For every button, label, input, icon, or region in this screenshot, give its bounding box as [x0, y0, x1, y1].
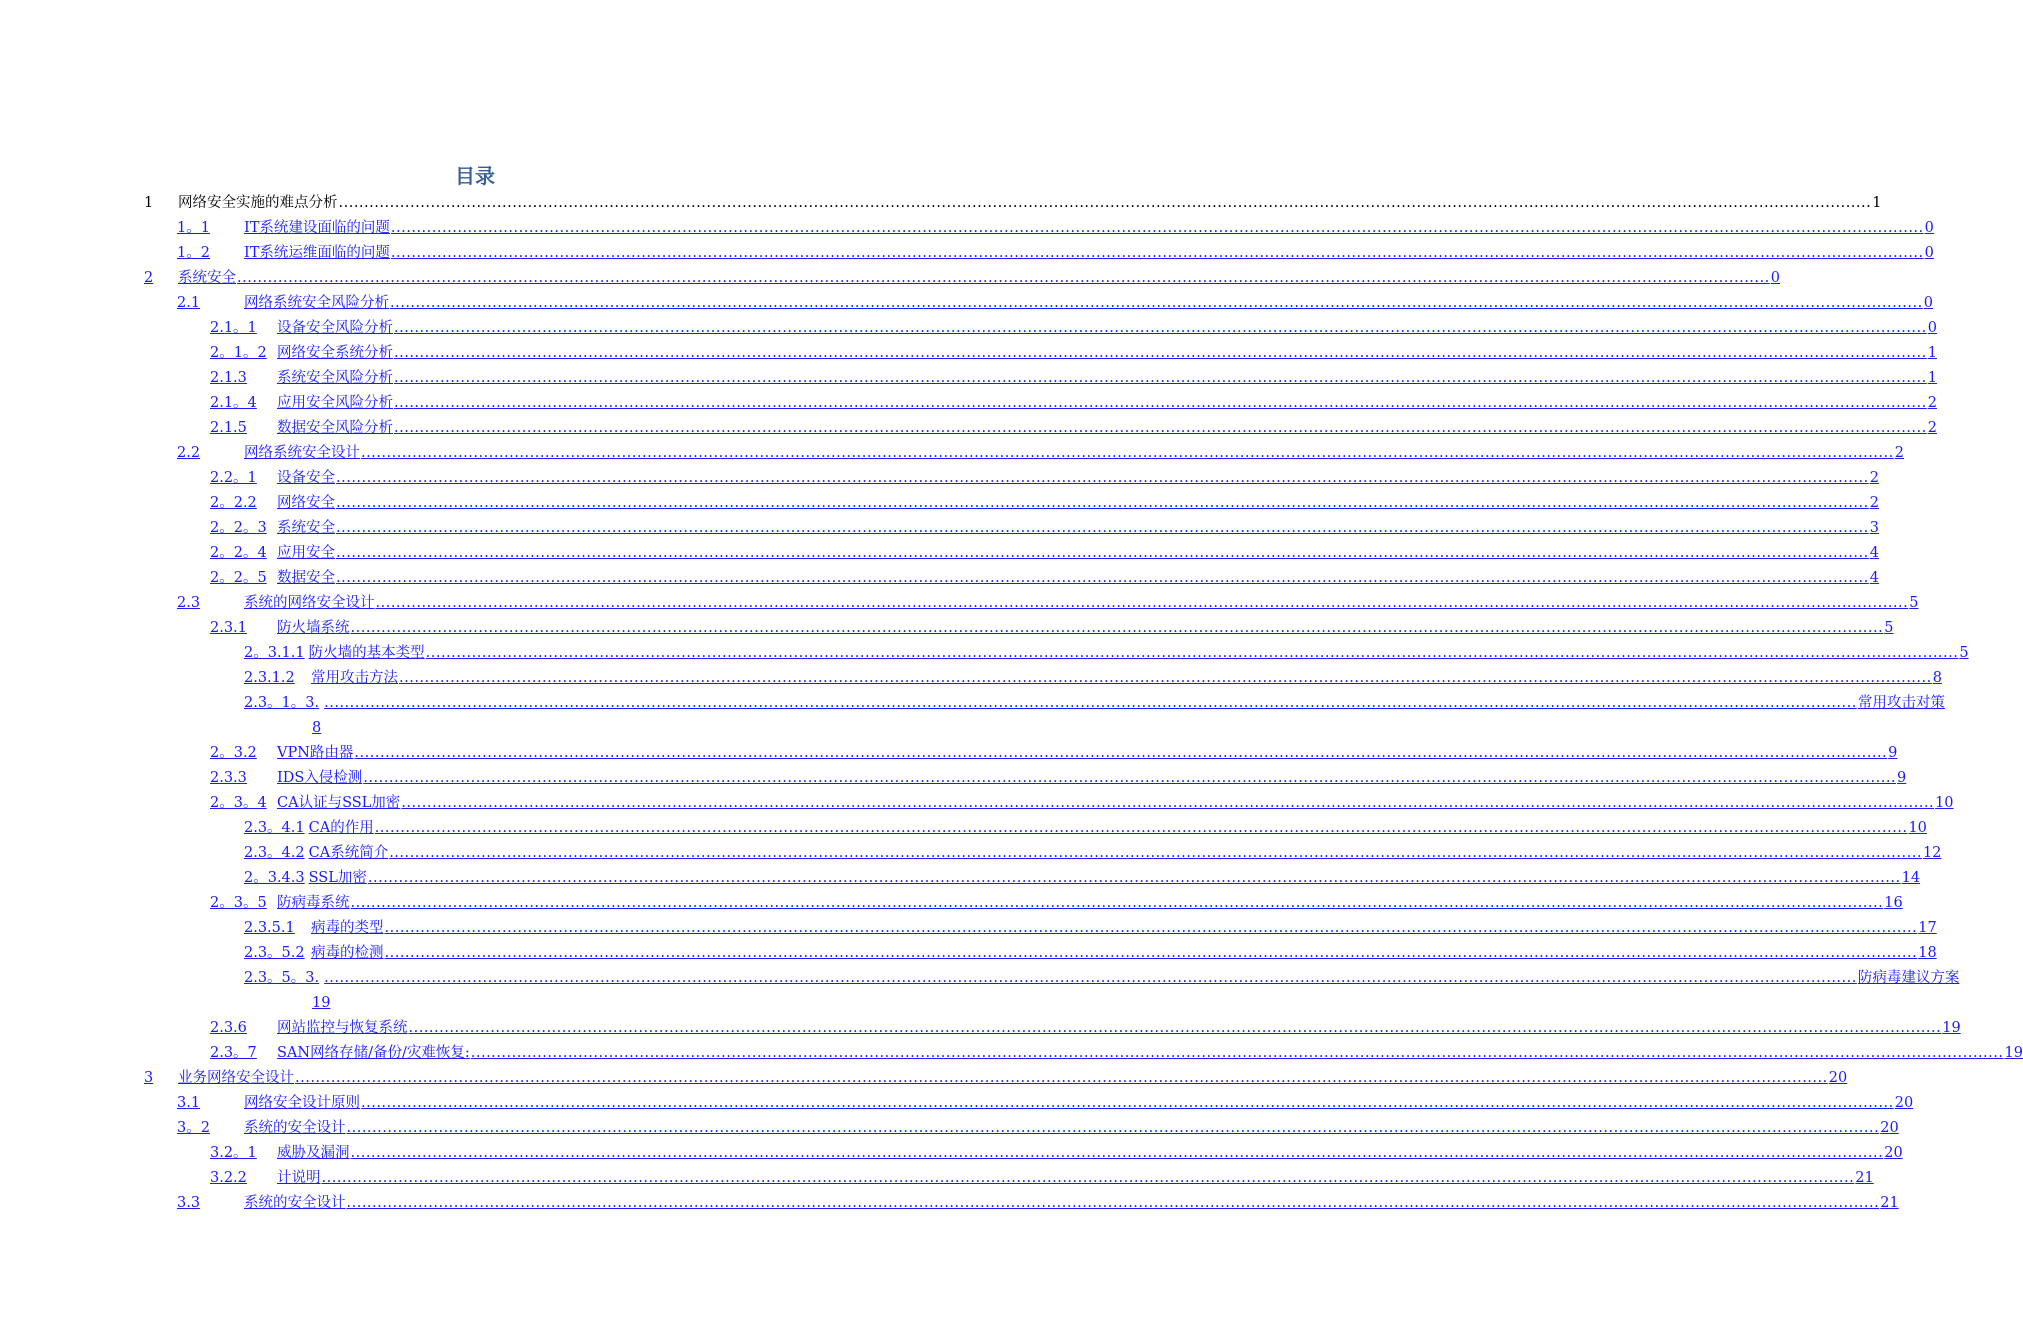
toc-entry-title: 应用安全风险分析 [277, 395, 393, 411]
toc-entry-title: 常用攻击方法 [311, 670, 398, 686]
toc-entry-title: 设备安全 [277, 470, 335, 486]
toc-entry[interactable] [210, 766, 1907, 791]
toc-entry[interactable] [244, 641, 1969, 666]
toc-entry-title: 计说明 [277, 1170, 321, 1186]
toc-entry-number: 1 [144, 195, 154, 211]
toc-entry-page: 21 [1880, 1195, 1899, 1211]
toc-entry-number: 2。3.1.1 [244, 645, 305, 661]
toc-dot-leader: ............................................................................................................................................................................................................................................................................................................ [346, 1120, 1880, 1136]
toc-entry-title: CA的作用 [308, 820, 374, 836]
toc-entry-page: 1 [1927, 345, 1937, 361]
toc-entry-page: 10 [1935, 795, 1954, 811]
toc-entry-title: 防火墙系统 [277, 620, 350, 636]
toc-entry-title: 系统的安全设计 [244, 1195, 346, 1211]
toc-entry-continuation[interactable]: 8 [312, 720, 322, 736]
toc-dot-leader: ............................................................................................................................................................................................................................................................................................................ [361, 445, 1894, 461]
toc-entry-number: 3 [144, 1070, 154, 1086]
toc-entry[interactable] [210, 1041, 2023, 1066]
toc-entry-number: 2.3.3 [210, 770, 247, 786]
toc-entry-number: 2。3。5 [210, 895, 267, 911]
toc-entry[interactable] [244, 966, 1960, 991]
toc-entry-number: 2.3。4.1 [244, 820, 305, 836]
toc-entry-page: 12 [1922, 845, 1942, 861]
toc-entry-number: 3.2.2 [210, 1170, 247, 1186]
toc-entry-number: 2。3.4.3 [244, 870, 305, 886]
toc-entry[interactable] [210, 891, 1903, 916]
toc-entry[interactable] [210, 791, 1954, 816]
toc-dot-leader: ............................................................................................................................................................................................................................................................................................................ [336, 570, 1869, 586]
toc-entry-page: 2 [1869, 495, 1879, 511]
toc-entry-title: SSL加密 [308, 870, 367, 886]
toc-entry-page: 1 [1872, 195, 1882, 211]
toc-dot-leader: ............................................................................................................................................................................................................................................................................................................ [336, 495, 1869, 511]
toc-entry[interactable] [210, 1166, 1874, 1191]
toc-entry[interactable] [210, 491, 1879, 516]
toc-dot-leader: ............................................................................................................................................................................................................................................................................................................ [350, 895, 1884, 911]
toc-entry[interactable] [177, 591, 1919, 616]
toc-dot-leader: ............................................................................................................................................................................................................................................................................................................ [375, 595, 1909, 611]
toc-entry-title: IT系统建设面临的问题 [244, 220, 390, 236]
toc-entry-page: 20 [1880, 1120, 1899, 1136]
toc-dot-leader: ............................................................................................................................................................................................................................................................................................................ [346, 1195, 1880, 1211]
toc-entry-page: 3 [1869, 520, 1879, 536]
toc-entry[interactable] [210, 366, 1937, 391]
toc-dot-leader: ............................................................................................................................................................................................................................................................................................................ [384, 920, 1918, 936]
toc-entry-number: 2。2.2 [210, 495, 257, 511]
page-title: 目录 [455, 164, 495, 188]
toc-entry-number: 3.2。1 [210, 1145, 257, 1161]
toc-dot-leader: ............................................................................................................................................................................................................................................................................................................ [363, 770, 1897, 786]
toc-entry[interactable] [210, 391, 1937, 416]
toc-dot-leader: ............................................................................................................................................................................................................................................................................................................ [390, 220, 1924, 236]
toc-entry[interactable] [210, 1016, 1961, 1041]
toc-entry-number: 1。1 [177, 220, 210, 236]
toc-entry-number: 2。3。4 [210, 795, 267, 811]
toc-entry-number: 2.3。7 [210, 1045, 257, 1061]
toc-dot-leader: ............................................................................................................................................................................................................................................................................................................ [374, 820, 1908, 836]
toc-entry-title: 业务网络安全设计 [178, 1070, 294, 1086]
toc-entry-title: 系统安全 [277, 520, 335, 536]
toc-entry-number: 2。2。3 [210, 520, 267, 536]
toc-entry-page: 0 [1924, 245, 1934, 261]
toc-entry-title: IDS入侵检测 [277, 770, 363, 786]
toc-dot-leader: ............................................................................................................................................................................................................................................................................................................ [470, 1045, 2004, 1061]
toc-dot-leader: ............................................................................................................................................................................................................................................................................................................ [390, 245, 1924, 261]
toc-entry[interactable] [244, 691, 1945, 716]
toc-entry[interactable] [210, 416, 1937, 441]
toc-entry-number: 3.3 [177, 1195, 201, 1211]
toc-dot-leader: ............................................................................................................................................................................................................................................................................................................ [394, 370, 1927, 386]
toc-entry-number: 2.3。5.2 [244, 945, 305, 961]
toc-entry[interactable] [177, 1116, 1899, 1141]
toc-dot-leader: ............................................................................................................................................................................................................................................................................................................ [338, 195, 1872, 211]
toc-entry[interactable] [210, 516, 1879, 541]
toc-entry-number: 2.1.3 [210, 370, 247, 386]
toc-dot-leader: ............................................................................................................................................................................................................................................................................................................ [321, 1170, 1855, 1186]
toc-entry-continuation[interactable]: 19 [312, 995, 331, 1011]
toc-entry-title: 数据安全风险分析 [277, 420, 393, 436]
toc-entry-title: 网络系统安全风险分析 [244, 295, 389, 311]
toc-entry-number: 2.3.6 [210, 1020, 247, 1036]
toc-dot-leader: ............................................................................................................................................................................................................................................................................................................ [394, 420, 1927, 436]
toc-entry-page: 0 [1927, 320, 1937, 336]
toc-entry-page: 2 [1927, 395, 1937, 411]
toc-entry-page: 8 [1932, 670, 1942, 686]
toc-entry-page: 防病毒建议方案 [1857, 970, 1960, 986]
toc-entry-page: 19 [2004, 1045, 2023, 1061]
toc-dot-leader: ............................................................................................................................................................................................................................................................................................................ [425, 645, 1959, 661]
toc-entry-page: 4 [1869, 545, 1879, 561]
toc-entry-page: 0 [1924, 220, 1934, 236]
toc-dot-leader: ............................................................................................................................................................................................................................................................................................................ [394, 395, 1927, 411]
toc-dot-leader: ............................................................................................................................................................................................................................................................................................................ [361, 1095, 1894, 1111]
toc-entry-number: 2.3.1 [210, 620, 247, 636]
toc-dot-leader: ............................................................................................................................................................................................................................................................................................................ [295, 1070, 1828, 1086]
toc-entry[interactable] [177, 241, 1934, 266]
toc-dot-leader: ............................................................................................................................................................................................................................................................................................................ [389, 845, 1922, 861]
toc-entry-page: 5 [1884, 620, 1894, 636]
toc-entry-page: 9 [1888, 745, 1898, 761]
toc-entry-title: 防病毒系统 [277, 895, 350, 911]
toc-entry[interactable] [177, 1191, 1899, 1216]
toc-entry-page: 4 [1869, 570, 1879, 586]
toc-entry[interactable] [210, 1141, 1903, 1166]
toc-dot-leader: ............................................................................................................................................................................................................................................................................................................ [394, 345, 1927, 361]
toc-dot-leader: ............................................................................................................................................................................................................................................................................................................ [336, 545, 1869, 561]
toc-entry-title: CA认证与SSL加密 [277, 795, 401, 811]
toc-entry-title: 网站监控与恢复系统 [277, 1020, 408, 1036]
toc-entry-title: 网络安全设计原则 [244, 1095, 360, 1111]
toc-entry[interactable] [244, 916, 1937, 941]
toc-entry[interactable] [210, 616, 1894, 641]
toc-entry-page: 常用攻击对策 [1857, 695, 1945, 711]
toc-dot-leader: ............................................................................................................................................................................................................................................................................................................ [324, 970, 1857, 986]
toc-dot-leader: ............................................................................................................................................................................................................................................................................................................ [336, 520, 1869, 536]
toc-entry-page: 16 [1884, 895, 1903, 911]
toc-entry[interactable] [244, 866, 1921, 891]
toc-entry-title: 设备安全风险分析 [277, 320, 393, 336]
toc-entry[interactable] [144, 266, 1780, 291]
toc-dot-leader: ............................................................................................................................................................................................................................................................................................................ [324, 695, 1857, 711]
toc-entry-title: 防火墙的基本类型 [308, 645, 425, 661]
toc-entry-page: 20 [1894, 1095, 1914, 1111]
toc-entry-page: 9 [1897, 770, 1907, 786]
toc-entry-number: 2.1。1 [210, 320, 257, 336]
toc-entry-page: 19 [1942, 1020, 1961, 1036]
toc-entry-title: 系统的网络安全设计 [244, 595, 375, 611]
toc-entry-number: 2.1 [177, 295, 201, 311]
toc-entry-number: 2.3.1.2 [244, 670, 295, 686]
toc-entry-page: 21 [1855, 1170, 1874, 1186]
toc-entry-number: 2.2。1 [210, 470, 257, 486]
toc-entry-title: 病毒的类型 [311, 920, 384, 936]
toc-entry-number: 2.3。1。3. [244, 695, 320, 711]
toc-dot-leader: ............................................................................................................................................................................................................................................................................................................ [401, 795, 1935, 811]
toc-dot-leader: ............................................................................................................................................................................................................................................................................................................ [336, 470, 1869, 486]
toc-entry-number: 2.2 [177, 445, 201, 461]
toc-entry-number: 2.3 [177, 595, 201, 611]
toc-entry[interactable] [177, 441, 1904, 466]
toc-entry[interactable] [210, 466, 1879, 491]
toc-entry-title: 病毒的检测 [311, 945, 384, 961]
toc-dot-leader: ............................................................................................................................................................................................................................................................................................................ [384, 945, 1918, 961]
toc-entry [144, 191, 1882, 216]
toc-entry-page: 20 [1828, 1070, 1848, 1086]
toc-dot-leader: ............................................................................................................................................................................................................................................................................................................ [394, 320, 1927, 336]
toc-entry-page: 2 [1869, 470, 1879, 486]
toc-dot-leader: ............................................................................................................................................................................................................................................................................................................ [350, 620, 1884, 636]
toc-entry-title: CA系统简介 [308, 845, 389, 861]
toc-dot-leader: ............................................................................................................................................................................................................................................................................................................ [354, 745, 1888, 761]
toc-dot-leader: ............................................................................................................................................................................................................................................................................................................ [367, 870, 1901, 886]
toc-entry[interactable] [244, 666, 1942, 691]
toc-entry-number: 2。2。5 [210, 570, 267, 586]
toc-entry-page: 17 [1918, 920, 1937, 936]
toc-entry-title: 网络安全系统分析 [277, 345, 393, 361]
toc-entry-title: VPN路由器 [277, 745, 354, 761]
toc-entry-page: 20 [1884, 1145, 1903, 1161]
toc-entry[interactable] [144, 1066, 1848, 1091]
toc-entry[interactable] [177, 216, 1934, 241]
toc-entry[interactable] [210, 316, 1937, 341]
toc-entry-number: 2。2。4 [210, 545, 267, 561]
toc-entry-title: 网络系统安全设计 [244, 445, 360, 461]
toc-dot-leader: ............................................................................................................................................................................................................................................................................................................ [399, 670, 1932, 686]
toc-entry-number: 3。2 [177, 1120, 210, 1136]
toc-entry-number: 2 [144, 270, 154, 286]
toc-entry-title: 应用安全 [277, 545, 335, 561]
toc-entry-number: 2。1。2 [210, 345, 267, 361]
toc-dot-leader: ............................................................................................................................................................................................................................................................................................................ [408, 1020, 1942, 1036]
toc-entry-page: 14 [1901, 870, 1921, 886]
toc-dot-leader: ............................................................................................................................................................................................................................................................................................................ [237, 270, 1770, 286]
toc-entry-page: 5 [1909, 595, 1919, 611]
toc-entry-title: 威胁及漏洞 [277, 1145, 350, 1161]
toc-entry[interactable] [244, 941, 1937, 966]
toc-entry-number: 2。3.2 [210, 745, 257, 761]
toc-entry-number: 2.3。5。3. [244, 970, 320, 986]
toc-entry-number: 2.1.5 [210, 420, 247, 436]
toc-entry[interactable] [210, 741, 1898, 766]
toc-entry[interactable] [210, 341, 1937, 366]
toc-entry-number: 1。2 [177, 245, 210, 261]
toc-entry-page: 0 [1770, 270, 1780, 286]
toc-entry-title: 系统安全风险分析 [277, 370, 393, 386]
toc-entry-number: 3.1 [177, 1095, 201, 1111]
toc-entry-page: 0 [1923, 295, 1933, 311]
toc-entry[interactable] [177, 291, 1933, 316]
toc-entry-title: 网络安全实施的难点分析 [178, 195, 338, 211]
toc-entry-title: 网络安全 [277, 495, 335, 511]
toc-entry-page: 2 [1927, 420, 1937, 436]
toc-entry[interactable] [244, 841, 1942, 866]
toc-entry-number: 2.1。4 [210, 395, 257, 411]
toc-entry[interactable] [177, 1091, 1914, 1116]
toc-dot-leader: ............................................................................................................................................................................................................................................................................................................ [350, 1145, 1884, 1161]
toc-entry-page: 1 [1927, 370, 1937, 386]
toc-entry-page: 2 [1894, 445, 1904, 461]
toc-entry-page: 10 [1908, 820, 1927, 836]
toc-entry-title: 数据安全 [277, 570, 335, 586]
toc-entry[interactable] [210, 541, 1879, 566]
toc-entry[interactable] [210, 566, 1879, 591]
toc-entry-title: IT系统运维面临的问题 [244, 245, 390, 261]
toc-dot-leader: ............................................................................................................................................................................................................................................................................................................ [390, 295, 1923, 311]
toc-entry-title: SAN网络存储/备份/灾难恢复: [277, 1045, 470, 1061]
toc-entry-title: 系统的安全设计 [244, 1120, 346, 1136]
toc-entry-number: 2.3.5.1 [244, 920, 295, 936]
toc-entry-page: 18 [1918, 945, 1937, 961]
toc-entry-page: 5 [1959, 645, 1969, 661]
toc-entry-title: 系统安全 [178, 270, 236, 286]
toc-entry[interactable] [244, 816, 1927, 841]
toc-entry-number: 2.3。4.2 [244, 845, 305, 861]
